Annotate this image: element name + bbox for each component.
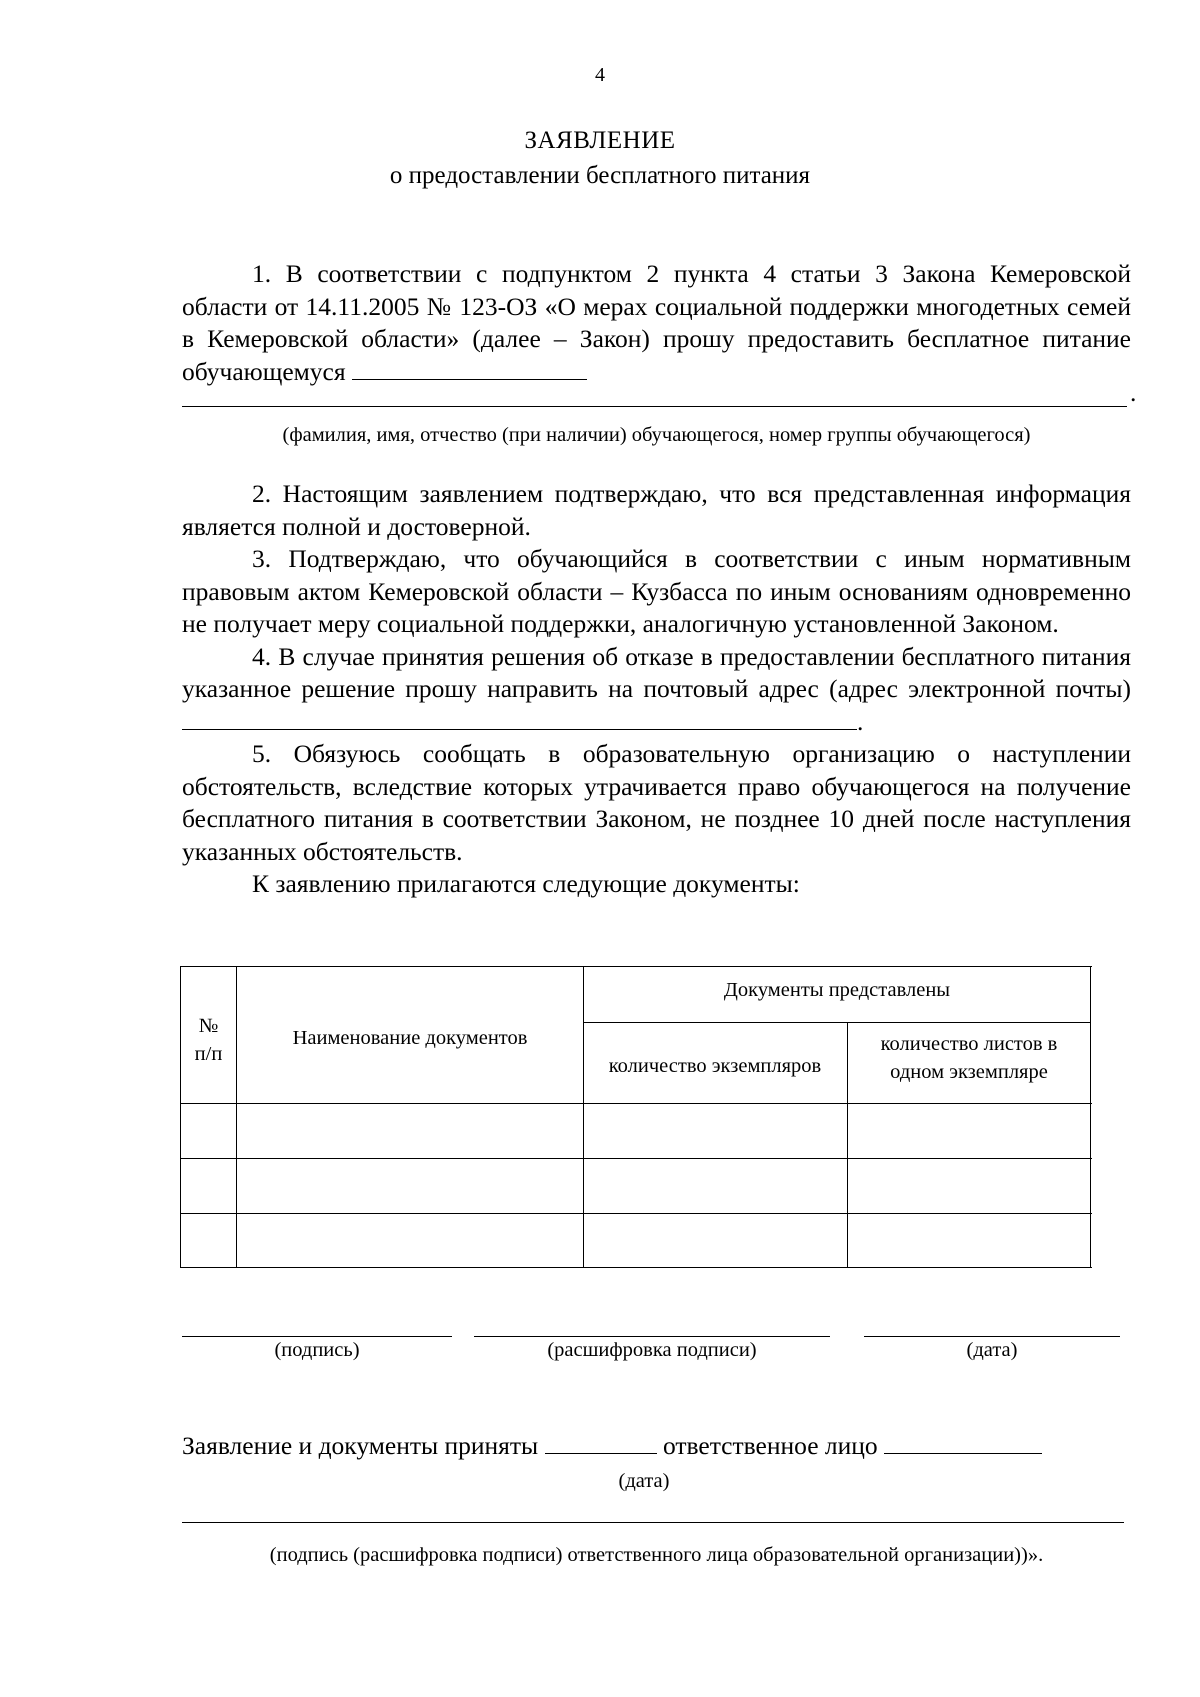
acceptance-date-field[interactable] [545, 1431, 657, 1454]
paragraph-6: К заявлению прилагаются следующие документы: [252, 869, 800, 898]
table-row-2-copies[interactable] [584, 1159, 847, 1213]
col-name-header: Наименование документов [292, 1027, 528, 1049]
col-sheets-label-2: одном экземпляре [890, 1061, 1048, 1083]
page-number: 4 [595, 64, 605, 86]
col-sheets-label-1: количество листов в [880, 1033, 1058, 1055]
acceptance-date-caption: (дата) [618, 1470, 670, 1492]
signature-caption: (подпись) [274, 1339, 360, 1361]
date-line[interactable] [864, 1336, 1120, 1337]
signature-decoding-caption: (расшифровка подписи) [547, 1339, 757, 1361]
paragraph-3: 3. Подтверждаю, что обучающийся в соответствии с иным нормативным правовым актом Кемеровской области – Кузбасса по иным основаниям одновременно не получает меру социальной поддержки, аналогичную установленной Законом. [182, 544, 1131, 638]
responsible-signature-caption: (подпись (расшифровка подписи) ответственного лица образовательной организации))». [269, 1544, 1044, 1566]
student-name-field[interactable] [352, 357, 587, 380]
col-copies-header: количество экземпляров [608, 1055, 822, 1077]
paragraphs-block [182, 478, 1131, 901]
paragraph-4 [182, 641, 1131, 739]
paragraph-1-end: . [1130, 378, 1137, 407]
table-row-3-sheets[interactable] [848, 1214, 1090, 1267]
documents-table [180, 966, 1092, 1268]
responsible-signature-line[interactable] [182, 1522, 1124, 1523]
table-row-3-name[interactable] [237, 1214, 583, 1267]
document-title: ЗАЯВЛЕНИЕ [524, 127, 676, 154]
table-row-1-copies[interactable] [584, 1104, 847, 1158]
document-subtitle: о предоставлении бесплатного питания [389, 162, 811, 189]
col-sheets-header [847, 1030, 1091, 1086]
responsible-person-label: ответственное лицо [662, 1431, 878, 1460]
date-caption: (дата) [966, 1339, 1018, 1361]
table-row-3-copies[interactable] [584, 1214, 847, 1267]
table-row-2-sheets[interactable] [848, 1159, 1090, 1213]
paragraph-4-end: . [857, 706, 864, 736]
col-number-label-2: п/п [194, 1043, 223, 1065]
paragraph-5: 5. Обязуюсь сообщать в образовательную организацию о наступлении обстоятельств, вследствие которых утрачивается право обучающегося на получение бесплатного питания в соответствии Законом, не позднее 10 дней после наступления указанных обстоятельств. [182, 739, 1131, 866]
signature-line[interactable] [182, 1336, 452, 1337]
table-row-1-name[interactable] [237, 1104, 583, 1158]
email-address-field[interactable] [182, 707, 857, 730]
acceptance-line [182, 1430, 1042, 1462]
table-row-2-number[interactable] [181, 1159, 236, 1213]
col-number-header [180, 1012, 237, 1068]
acceptance-text: Заявление и документы приняты [182, 1431, 539, 1460]
paragraph-1 [182, 258, 1131, 388]
responsible-person-field[interactable] [884, 1431, 1042, 1454]
col-number-label-1: № [198, 1015, 219, 1037]
paragraph-1-block [182, 258, 1131, 388]
table-row-2-name[interactable] [237, 1159, 583, 1213]
student-name-caption: (фамилия, имя, отчество (при наличии) обучающегося, номер группы обучающегося) [282, 424, 1031, 446]
table-row-3-number[interactable] [181, 1214, 236, 1267]
table-row-1-number[interactable] [181, 1104, 236, 1158]
paragraph-2: 2. Настоящим заявлением подтверждаю, что вся представленная информация является полной и достоверной. [182, 479, 1131, 541]
group-header: Документы представлены [723, 979, 951, 1001]
table-row-1-sheets[interactable] [848, 1104, 1090, 1158]
paragraph-1-text: 1. В соответствии с подпунктом 2 пункта 4 статьи 3 Закона Кемеровской области от 14.11.2005 № 123-ОЗ «О мерах социальной поддержки многодетных семей в Кемеровской области» (далее – Закон) прошу предоставить бесплатное питание обучающемуся [182, 259, 1131, 386]
paragraph-4-text: 4. В случае принятия решения об отказе в предоставлении бесплатного питания указанное решение прошу направить на почтовый адрес (адрес электронной почты) [182, 641, 1131, 703]
signature-decoding-line[interactable] [474, 1336, 830, 1337]
